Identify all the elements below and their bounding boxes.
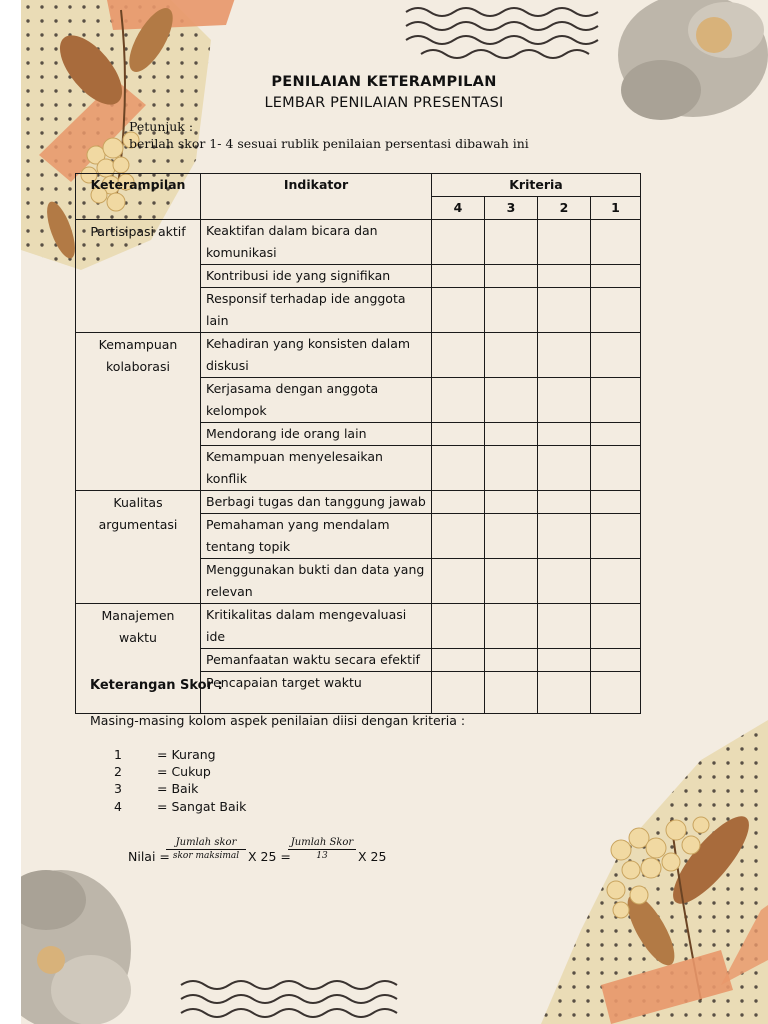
score-cell[interactable] bbox=[538, 220, 591, 265]
score-cell[interactable] bbox=[538, 491, 591, 514]
score-cell[interactable] bbox=[591, 265, 641, 288]
score-cell[interactable] bbox=[591, 220, 641, 265]
fraction-2-denominator: 13 bbox=[316, 851, 328, 861]
indicator-cell: Kehadiran yang konsisten dalam diskusi bbox=[201, 333, 432, 378]
score-cell[interactable] bbox=[591, 649, 641, 672]
fraction-1 bbox=[166, 836, 246, 863]
score-cell[interactable] bbox=[538, 378, 591, 423]
score-cell[interactable] bbox=[538, 446, 591, 491]
indicator-cell: Mendorang ide orang lain bbox=[201, 423, 432, 446]
score-cell[interactable] bbox=[591, 491, 641, 514]
score-item: 1 = Kurang bbox=[114, 747, 216, 762]
score-cell[interactable] bbox=[591, 378, 641, 423]
score-cell[interactable] bbox=[485, 423, 538, 446]
indicator-cell: Pemahaman yang mendalam tentang topik bbox=[201, 514, 432, 559]
score-cell[interactable] bbox=[432, 604, 485, 649]
score-cell[interactable] bbox=[538, 559, 591, 604]
score-item: 4 = Sangat Baik bbox=[114, 799, 247, 814]
indicator-cell: Menggunakan bukti dan data yang relevan bbox=[201, 559, 432, 604]
table-row bbox=[76, 333, 641, 378]
indicator-cell: Kemampuan menyelesaikan konflik bbox=[201, 446, 432, 491]
score-cell[interactable] bbox=[485, 559, 538, 604]
score-cell[interactable] bbox=[432, 446, 485, 491]
score-cell[interactable] bbox=[591, 604, 641, 649]
fraction-2-numerator: Jumlah Skor bbox=[288, 836, 356, 850]
formula-mid: X 25 = bbox=[248, 849, 291, 864]
indicator-cell: Berbagi tugas dan tanggung jawab bbox=[201, 491, 432, 514]
formula-prefix: Nilai = bbox=[128, 849, 170, 864]
score-cell[interactable] bbox=[432, 220, 485, 265]
rubric-table bbox=[75, 173, 641, 714]
legend-title: Keterangan Skor : bbox=[90, 678, 223, 693]
score-cell[interactable] bbox=[432, 423, 485, 446]
score-cell[interactable] bbox=[485, 604, 538, 649]
indicator-cell: Kerjasama dengan anggota kelompok bbox=[201, 378, 432, 423]
score-cell[interactable] bbox=[591, 672, 641, 714]
dried-flower-bottom-left bbox=[21, 870, 131, 1024]
header-keterampilan: Keterampilan bbox=[76, 174, 201, 220]
score-cell[interactable] bbox=[432, 514, 485, 559]
table-row bbox=[76, 220, 641, 265]
table-row bbox=[76, 604, 641, 649]
score-cell[interactable] bbox=[538, 604, 591, 649]
score-cell[interactable] bbox=[538, 423, 591, 446]
legend-description: Masing-masing kolom aspek penilaian diisi dengan kriteria : bbox=[90, 713, 466, 728]
table-row bbox=[76, 491, 641, 514]
page-subtitle: LEMBAR PENILAIAN PRESENTASI bbox=[264, 95, 504, 111]
score-cell[interactable] bbox=[485, 378, 538, 423]
score-item: 2 = Cukup bbox=[114, 764, 211, 779]
score-cell[interactable] bbox=[432, 378, 485, 423]
score-cell[interactable] bbox=[432, 649, 485, 672]
score-cell[interactable] bbox=[591, 288, 641, 333]
score-cell[interactable] bbox=[591, 446, 641, 491]
score-cell[interactable] bbox=[591, 559, 641, 604]
score-item: 3 = Baik bbox=[114, 781, 199, 796]
score-cell[interactable] bbox=[432, 265, 485, 288]
score-cell[interactable] bbox=[485, 672, 538, 714]
aspect-cell: Kemampuan kolaborasi bbox=[76, 333, 201, 491]
score-cell[interactable] bbox=[538, 514, 591, 559]
score-cell[interactable] bbox=[485, 514, 538, 559]
header-kriteria: Kriteria bbox=[432, 174, 641, 197]
score-cell[interactable] bbox=[485, 491, 538, 514]
criteria-col-2: 2 bbox=[538, 197, 591, 220]
score-cell[interactable] bbox=[485, 265, 538, 288]
indicator-cell: Kritikalitas dalam mengevaluasi ide bbox=[201, 604, 432, 649]
page-title: PENILAIAN KETERAMPILAN bbox=[271, 74, 497, 90]
instructions-text: berilah skor 1- 4 sesuai rublik penilaian persentasi dibawah ini bbox=[129, 136, 529, 151]
criteria-col-4: 4 bbox=[432, 197, 485, 220]
score-cell[interactable] bbox=[485, 446, 538, 491]
wavy-lines-bottom bbox=[181, 981, 397, 1017]
score-cell[interactable] bbox=[538, 333, 591, 378]
indicator-cell: Keaktifan dalam bicara dan komunikasi bbox=[201, 220, 432, 265]
score-cell[interactable] bbox=[538, 672, 591, 714]
score-cell[interactable] bbox=[591, 333, 641, 378]
score-cell[interactable] bbox=[591, 423, 641, 446]
aspect-cell: Manajemen waktu bbox=[76, 604, 201, 714]
indicator-cell: Responsif terhadap ide anggota lain bbox=[201, 288, 432, 333]
score-cell[interactable] bbox=[432, 288, 485, 333]
fraction-1-denominator: skor maksimal bbox=[172, 851, 240, 861]
score-cell[interactable] bbox=[485, 333, 538, 378]
score-cell[interactable] bbox=[538, 649, 591, 672]
instructions bbox=[129, 118, 529, 152]
header-indikator: Indikator bbox=[201, 174, 432, 220]
score-cell[interactable] bbox=[538, 265, 591, 288]
fraction-1-numerator: Jumlah skor bbox=[166, 836, 246, 850]
criteria-col-3: 3 bbox=[485, 197, 538, 220]
aspect-cell: Kualitas argumentasi bbox=[76, 491, 201, 604]
score-cell[interactable] bbox=[485, 220, 538, 265]
wavy-lines-top-right bbox=[406, 8, 598, 58]
formula-suffix: X 25 bbox=[358, 849, 387, 864]
criteria-col-1: 1 bbox=[591, 197, 641, 220]
fraction-2 bbox=[288, 836, 356, 863]
score-cell[interactable] bbox=[432, 333, 485, 378]
score-cell[interactable] bbox=[591, 514, 641, 559]
score-cell[interactable] bbox=[432, 672, 485, 714]
indicator-cell: Pencapaian target waktu bbox=[201, 672, 432, 714]
score-cell[interactable] bbox=[432, 559, 485, 604]
score-cell[interactable] bbox=[485, 288, 538, 333]
indicator-cell: Pemanfaatan waktu secara efektif bbox=[201, 649, 432, 672]
score-cell[interactable] bbox=[485, 649, 538, 672]
aspect-cell: Partisipasi aktif bbox=[76, 220, 201, 333]
indicator-cell: Kontribusi ide yang signifikan bbox=[201, 265, 432, 288]
instructions-label: Petunjuk : bbox=[129, 119, 194, 134]
score-cell[interactable] bbox=[538, 288, 591, 333]
score-cell[interactable] bbox=[432, 491, 485, 514]
